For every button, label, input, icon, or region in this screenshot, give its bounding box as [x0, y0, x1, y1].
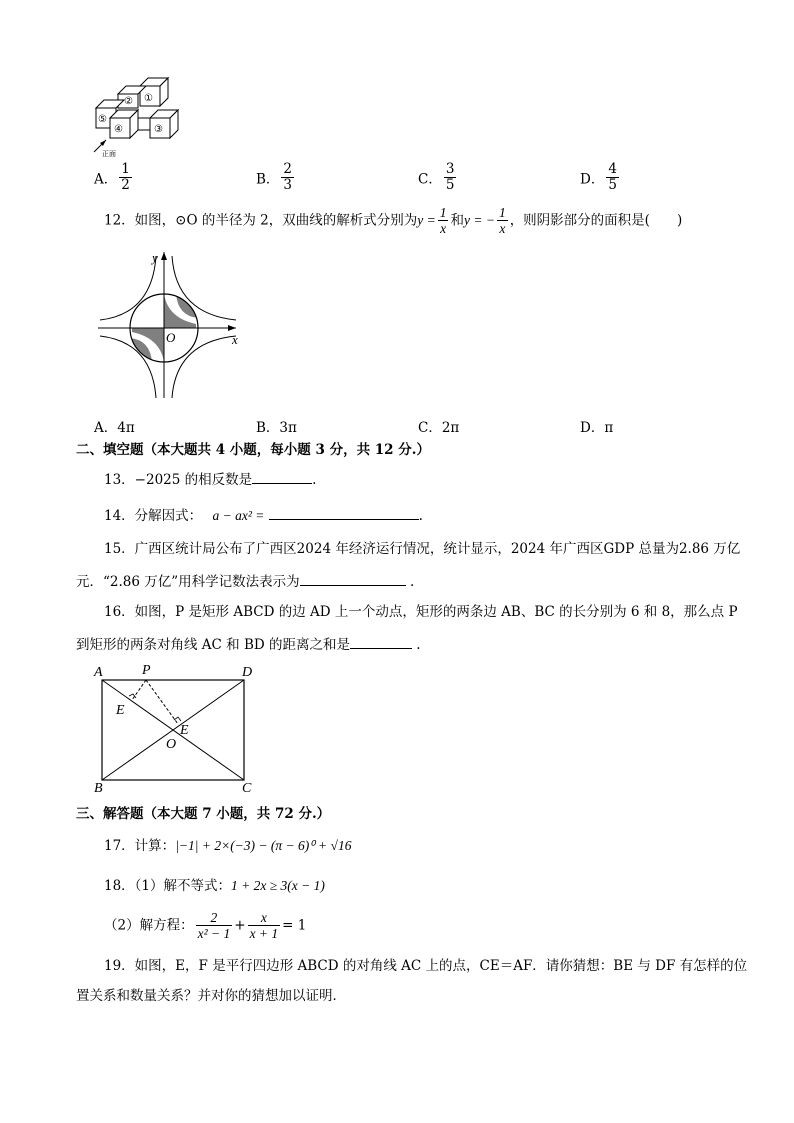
q12-choice-d — [580, 416, 613, 436]
q15-answer-blank — [300, 571, 406, 586]
front-label: 正面 — [102, 150, 116, 158]
q18-part1-text: 18．（1）解不等式： — [104, 878, 232, 894]
q15-period: . — [409, 574, 415, 590]
point-e1-label: E — [116, 703, 125, 718]
cube-label-2: ② — [124, 96, 133, 107]
q16-line2 — [76, 634, 421, 653]
vertex-c-label: C — [242, 781, 252, 796]
equals-one: = 1 — [282, 917, 307, 934]
q12-choice-b — [256, 416, 297, 436]
choice-label: B． — [256, 420, 280, 436]
q17-text: 17．计算： — [104, 838, 176, 854]
frac-num: 2 — [196, 910, 233, 926]
q18-part1 — [104, 878, 325, 894]
q17-expression: |−1| + 2×(−3) − (π − 6)⁰ + √16 — [175, 838, 352, 853]
plus-sign: + — [234, 917, 246, 934]
point-p-label: P — [142, 663, 151, 678]
q16-line1: 16．如图，P 是矩形 ABCD 的边 AD 上一个动点，矩形的两条边 AB、BC 的长分别为 6 和 8，那么点 P — [104, 604, 738, 620]
frac-num: 3 — [445, 161, 455, 177]
q14-expression: a − ax² = — [212, 508, 265, 523]
choice-label: B． — [256, 171, 280, 188]
origin-label: O — [166, 330, 176, 345]
q13 — [104, 469, 316, 488]
q11-choice-a — [94, 162, 134, 193]
q19-line2: 置关系和数量关系？并对你的猜想加以证明． — [76, 988, 346, 1004]
q12-f2-lhs: y = − — [463, 212, 495, 228]
choice-text: 4π — [117, 420, 135, 436]
q11-choice-c — [418, 162, 458, 193]
q12-choice-c — [418, 416, 459, 436]
frac-den: x — [499, 221, 506, 236]
q13-text: 13．−2025 的相反数是 — [104, 472, 253, 488]
frac-num: 2 — [283, 161, 293, 177]
q18-inequality: 1 + 2x ≥ 3(x − 1) — [231, 878, 325, 893]
frac-den: x² − 1 — [197, 926, 231, 941]
cube-label-3: ③ — [154, 124, 163, 135]
frac-den: x — [440, 221, 447, 236]
choice-text: π — [604, 420, 614, 436]
q14-answer-blank — [269, 505, 419, 520]
choice-text: 2π — [441, 420, 460, 436]
center-o-label: O — [166, 737, 177, 752]
q17 — [104, 838, 351, 854]
choice-label: D． — [580, 171, 605, 188]
q11-choice-b — [256, 162, 296, 193]
q16-answer-blank — [350, 634, 412, 649]
cube-label-1: ① — [144, 93, 153, 104]
q14-text: 14．分解因式： — [104, 508, 203, 524]
q12-prefix: 12．如图，⊙O 的半径为 2，双曲线的解析式分别为 — [104, 212, 418, 229]
axis-y-label: y — [152, 250, 158, 265]
q15-line1: 15．广西区统计局公布了广西区2024 年经济运行情况，统计显示，2024 年广西区GDP 总量为2.86 万亿 — [104, 541, 741, 557]
choice-label: D． — [580, 420, 605, 436]
q14-period: . — [418, 508, 423, 524]
frac-num: x — [248, 910, 281, 926]
q15-text: 元．“2.86 万亿”用科学记数法表示为 — [76, 574, 300, 590]
q16-text: 到矩形的两条对角线 AC 和 BD 的距离之和是 — [76, 637, 350, 653]
cube-label-5: ⑤ — [98, 114, 107, 125]
point-e2-label: E — [180, 723, 189, 738]
q12-stem — [104, 205, 682, 236]
q11-choice-d — [580, 162, 621, 193]
q18-part2 — [104, 910, 306, 941]
frac-num: 1 — [439, 205, 447, 220]
q12-choice-a — [94, 416, 135, 436]
frac-num: 1 — [121, 161, 130, 177]
frac-num: 1 — [498, 205, 506, 220]
q16-period: . — [416, 637, 421, 653]
q12-mid: 和 — [450, 212, 464, 229]
q18-part2-text: （2）解方程： — [104, 917, 194, 934]
q12-f1-lhs: y = — [417, 212, 436, 228]
q11-cube-figure — [88, 74, 198, 160]
q16-rectangle-figure — [88, 660, 268, 796]
q15-line2 — [76, 571, 414, 590]
section-3-title: 三、解答题（本大题 7 小题，共 72 分.） — [76, 806, 331, 822]
frac-den: 2 — [121, 177, 130, 193]
choice-label: A． — [94, 171, 118, 188]
choice-text: 3π — [279, 420, 297, 436]
frac-den: 5 — [608, 177, 617, 193]
section-2-title: 二、填空题（本大题共 4 小题，每小题 3 分，共 12 分.） — [76, 442, 430, 458]
q13-answer-blank — [252, 469, 312, 484]
frac-den: 3 — [283, 177, 293, 193]
frac-den: 5 — [445, 177, 455, 193]
frac-den: x + 1 — [249, 926, 279, 941]
frac-num: 4 — [608, 161, 617, 177]
vertex-a-label: A — [94, 665, 103, 680]
choice-label: C． — [418, 171, 442, 188]
choice-label: A． — [94, 420, 118, 436]
q14 — [104, 505, 423, 524]
cube-label-4: ④ — [114, 124, 123, 135]
vertex-d-label: D — [242, 665, 253, 680]
q12-circle-hyperbola-figure — [96, 248, 246, 400]
vertex-b-label: B — [94, 781, 103, 796]
q13-period: . — [312, 472, 317, 488]
q19-line1: 19．如图，E，F 是平行四边形 ABCD 的对角线 AC 上的点，CE＝AF．请你猜想：BE 与 DF 有怎样的位 — [104, 958, 748, 974]
axis-x-label: x — [232, 332, 238, 347]
choice-label: C． — [418, 420, 442, 436]
q12-suffix: ，则阴影部分的面积是( ) — [509, 212, 683, 229]
